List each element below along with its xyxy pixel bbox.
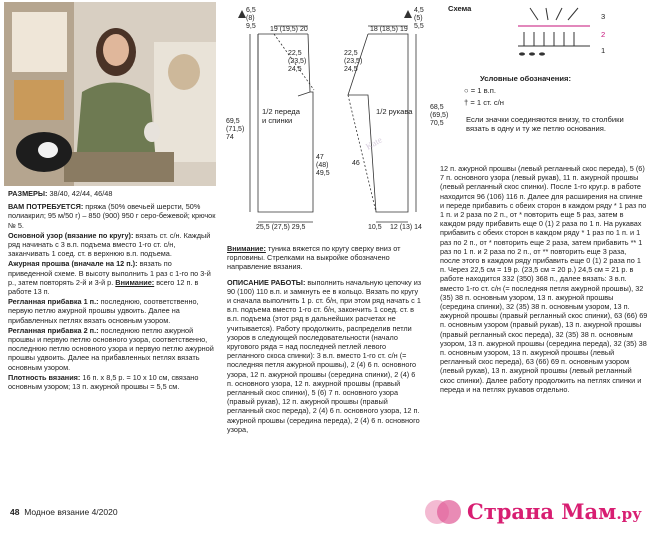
legend-heading: Условные обозначения: <box>480 74 572 83</box>
sleeve-side-b: (69,5) <box>430 112 449 119</box>
front-side-a: 69,5 <box>226 118 240 125</box>
description-para: ОПИСАНИЕ РАБОТЫ: выполнить начальную цепочку из 90 (100) 110 в.п. и замкнуть ее в кольцо. Вязать по кругу и сначала выполнить 1 р. ст. б/н, при этом ряд начать с 1 в.п. подъема вместо 1-го ст. б/н, закончить 1 соед. ст. в в.п. подъема (этот ряд в дальнейших расчетах не учитывается). Работу продолжить, распределив петли узоров в следующей последовательности (начало кругового ряда = над последней петлей левого регланного скоса спинки): 3 в.п. вместо 1-го ст. с/н (= последняя петля ажурной прошвы), 2 (4) 6 п. основного узора, 12 п. ажурной прошвы (середина спинки), 2 (4) 6 п. основного узора, 12 п. ажурной прошвы (правый регланный скос спинки), 5 (6) 7 п. основного узора (правый рукав), 12 п. ажурной прошвы (правый регланный скос переда), 2 (4) 6 п. основного узора, 12 п. ажурной прошвы (середина переда), 2 (4) 6 п. основного узора, <box>227 277 422 434</box>
arrow-up-icon <box>238 10 246 18</box>
front-neck-c: 24,5 <box>288 66 302 73</box>
sleeve-neck-c: 24,5 <box>344 66 358 73</box>
right-column <box>440 164 648 395</box>
gauge-para: Плотность вязания: 16 п. х 8,5 р. = 10 х 10 см, связано основным узором; 13 п. ажурной прошвы = 5,5 см. <box>8 372 199 392</box>
chart-row-label-1: 1 <box>601 46 606 55</box>
sleeve-bottom: 12 (13) 14 <box>390 224 422 231</box>
watermark-text: Страна Мам.ру <box>467 499 642 524</box>
sleeve-top-c: 5,5 <box>414 23 424 30</box>
watermark <box>419 493 654 531</box>
front-low-b: (48) <box>316 162 329 169</box>
sizes-line: РАЗМЕРЫ: 38/40, 42/44, 46/48 <box>8 189 113 198</box>
sleeve-side-c: 70,5 <box>430 120 444 127</box>
chain-stitch-icon <box>519 52 545 55</box>
front-low-a: 47 <box>316 154 324 161</box>
sleeve-top-a: 4,5 <box>414 7 424 14</box>
chart-row-label-2: 2 <box>601 30 606 39</box>
pattern-openwork-para: Ажурная прошва (вначале на 12 п.): вязать по приведенной схеме. В высоту выполнить 1 раз с 1-го по 3-й р., затем повторять 2-й и 3-й р. Внимание: всего 12 п. в работе 13 п. <box>8 259 211 297</box>
front-neck-a: 22,5 <box>288 50 302 57</box>
front-side-c: 74 <box>226 134 234 141</box>
front-low-c: 49,5 <box>316 170 330 177</box>
front-top-c: 9,5 <box>246 23 256 30</box>
chain-stitch-icon: ○ <box>464 86 469 95</box>
woman-knitted-tunic-photo <box>4 2 216 186</box>
materials-para: ВАМ ПОТРЕБУЕТСЯ: пряжа (50% овечьей шерсти, 50% полиакрил; 95 м/50 г) – 850 (900) 950 г серо-бежевой; крючок № 5. <box>8 202 216 230</box>
continuation-para: 12 п. ажурной прошвы (левый регланный скос переда), 5 (6) 7 п. основного узора (левый рукав), 11 п. ажурной прошвы (левый регланный скос спинки). После 1-го круг.р. в работе находится 96 (106) 116 п. Далее для расширения на спинке и переде прибавить с обеих сторон в каждом ряду * 1 раз по 1 п. и 2 раза по 2 п., от * повторить еще 5 раз, затем в каждом ряду прибавить еще 0 (1) 2 раза по 1 п. На рукавах прибавить с обеих сторон в каждом ряду * 1 раз по 1 п. и 1 раз по 2 п., от * повторить еще 2 раза, затем прибавить ** 1 раз по 1 п. и 2 раза по 2 п., от ** повторить еще 3 раза, после этого в каждом ряду прибавить еще 0 (1) 2 раза по 1 п. Через 22,5 см = 19 р. (23,5 см = 20 р.) 24,5 см = 21 р. в работе находится 332 (350) 368 п., далее вязать: 3 в.п. вместо 1-го ст. с/н (= последняя петля ажурной прошвы), 32 (35) 38 п. основным узором, 13 п. ажурной прошвы (середина спинки), 32 (35) 38 п. основным узором, 13 п. ажурной прошвы (правый регланный скос спинки), 63 (66) 69 п. основным узором (правый рукав), 13 п. ажурной прошвы (правый регланный скос переда), 32 (35) 38 п. основным узором, 13 п. ажурной прошвы (середина переда), 32 (35) 38 п. основным узором, 13 п. ажурной прошвы (левый регланный скос переда), 63 (66) 69 п. основным узором (левый рукав), 13 п. ажурной прошвы (левый регланный скос спинки). Далее работу продолжить на петлях спинки и переда и на петлях рукавов отдельно. <box>440 164 648 394</box>
garment-schema <box>218 0 430 240</box>
cover-photo <box>4 2 216 186</box>
chart-row-label-3: 3 <box>601 12 606 21</box>
schema-note: Внимание: туника вяжется по кругу сверху вниз от горловины. Стрелками на выкройке обозначено направление вязания. <box>227 244 401 272</box>
sleeve-mid: 46 <box>352 160 360 167</box>
legend-note: Если значки соединяются внизу, то столбики вязать в одну и ту же петлю основания. <box>466 115 624 134</box>
front-title-1: 1/2 переда <box>262 107 300 116</box>
pattern-basic-para: Основной узор (вязание по кругу): вязать ст. с/н. Каждый ряд начинать с 3 в.п. подъема вместо 1-го ст. с/н, заканчивать 1 соед. ст. в верхнюю в.п. подъема. <box>8 230 211 259</box>
left-column <box>8 189 218 392</box>
front-neck-b: (23,5) <box>288 58 307 65</box>
sleeve-top-b: (5) <box>414 15 423 22</box>
front-side-b: (71,5) <box>226 126 245 133</box>
raglan2-para: Регланная прибавка 2 п.: последнюю петлю ажурной прошвы и первую петлю основного узора, соответственно, последнюю петлю основного узора и первую петлю ажурной прошвы удвоить. Далее на прибавленных петлях вязать основным узором. <box>8 325 214 372</box>
middle-column <box>227 244 423 435</box>
front-top-b: (8) <box>246 15 255 22</box>
sleeve-side-a: 68,5 <box>430 104 444 111</box>
crochet-chart <box>510 6 610 62</box>
chart-row-3 <box>530 8 578 20</box>
sleeve-title: 1/2 рукава <box>376 107 413 116</box>
front-top-width: 19 (19,5) 20 <box>270 26 308 33</box>
knit-direction-arrows <box>238 10 412 18</box>
sleeve-top-width: 18 (18,5) 19 <box>370 26 408 33</box>
double-crochet-icon: † <box>464 98 469 107</box>
legend-item-dc: † = 1 ст. с/н <box>464 98 504 107</box>
sleeve-bottom-left: 10,5 <box>368 224 382 231</box>
page-footer: 48 Модное вязание 4/2020 <box>10 507 118 517</box>
chart-title: Схема <box>448 4 472 13</box>
front-bottom: 25,5 (27,5) 29,5 <box>256 224 306 231</box>
sleeve-neck-b: (23,5) <box>344 58 363 65</box>
watermark-schema-logo: Kate <box>364 134 384 152</box>
front-top-a: 6,5 <box>246 7 256 14</box>
arrow-up-icon <box>404 10 412 18</box>
front-title-2: и спинки <box>262 116 293 125</box>
sleeve-neck-a: 22,5 <box>344 50 358 57</box>
legend-item-chain: ○ = 1 в.п. <box>464 86 496 95</box>
raglan1-para: Регланная прибавка 1 п.: последнюю, соответственно, первую петлю ажурной прошвы удвоить. Далее на прибавленных петлях вязать основным узором. <box>8 297 199 325</box>
